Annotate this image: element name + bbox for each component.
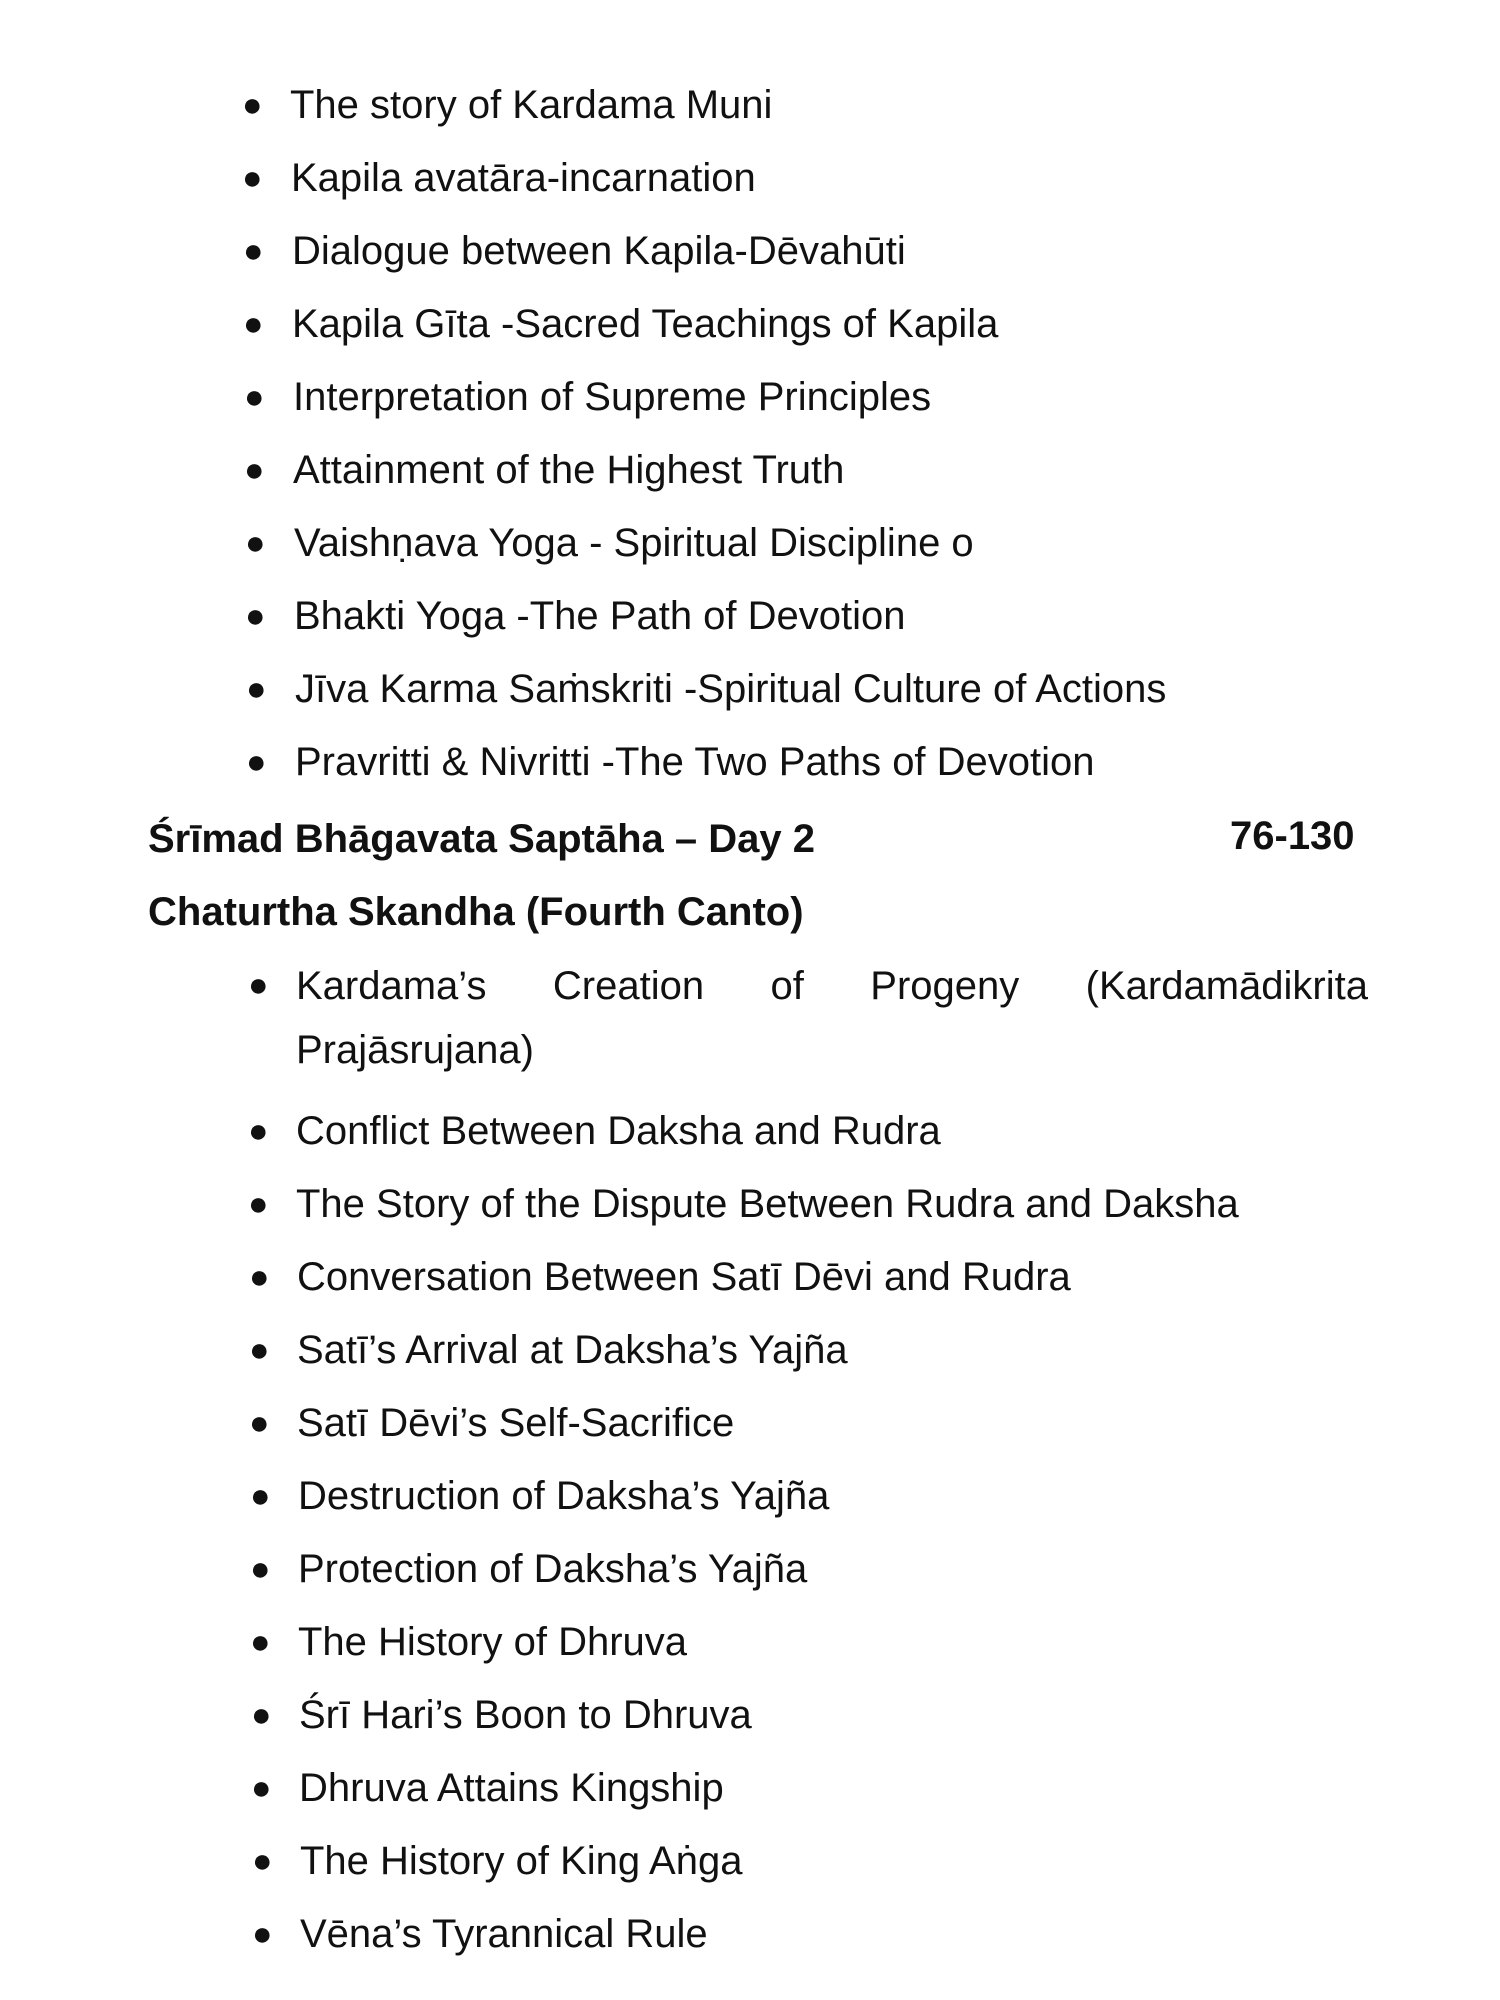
list-item-text: Conflict Between Daksha and Rudra [296,1109,941,1153]
page-range: 76-130 [1230,814,1355,858]
list-item [0,1619,1500,1692]
bullet-icon: ● [249,1331,270,1369]
list-item [0,1765,1500,1838]
list-item-text: Vēna’s Tyrannical Rule [300,1912,708,1956]
bullet-icon: ● [248,1112,269,1150]
bullet-icon: ● [250,1550,271,1588]
bullet-icon: ● [252,1915,273,1953]
bullet-icon: ● [248,1185,269,1223]
list-item [0,1911,1500,1984]
list-item [0,1108,1500,1181]
list-item [0,374,1500,447]
list-item-text: Destruction of Daksha’s Yajña [298,1474,830,1518]
list-item [0,82,1500,155]
section-subtitle: Chaturtha Skandha (Fourth Canto) [148,890,804,934]
list-item-text: Śrī Hari’s Boon to Dhruva [299,1693,752,1737]
bullet-icon: ● [243,232,264,270]
list-item [0,1692,1500,1765]
list-item-text: Dhruva Attains Kingship [299,1766,724,1810]
bullet-icon: ● [245,597,266,635]
list-item-text: The story of Kardama Muni [290,83,773,127]
list-item-text: Kardama’s Creation of Progeny (Kardamādikrita Prajāsrujana) [296,964,1368,1072]
list-item-text: Interpretation of Supreme Principles [293,375,932,419]
list-item-text: Attainment of the Highest Truth [293,448,845,492]
list-item [0,1400,1500,1473]
list-item-text: Conversation Between Satī Dēvi and Rudra [297,1255,1071,1299]
list-item [0,1473,1500,1546]
list-item [0,301,1500,374]
bullet-icon: ● [250,1477,271,1515]
list-item [0,1327,1500,1400]
list-item [0,520,1500,593]
list-item-text: The History of Dhruva [298,1620,688,1664]
list-item [0,447,1500,520]
bullet-icon: ● [246,743,267,781]
list-item-text: Kapila avatāra-incarnation [291,156,756,200]
bullet-icon: ● [248,966,269,1004]
list-item-text: Dialogue between Kapila-Dēvahūti [292,229,906,273]
list-item-text: The Story of the Dispute Between Rudra and Daksha [296,1182,1239,1226]
section-title: Śrīmad Bhāgavata Saptāha – Day 2 [148,817,815,861]
bullet-icon: ● [243,305,264,343]
bullet-icon: ● [250,1623,271,1661]
bullet-icon: ● [252,1842,273,1880]
list-item-text: Kapila Gīta -Sacred Teachings of Kapila [292,302,999,346]
list-item-text: Satī’s Arrival at Daksha’s Yajña [297,1328,848,1372]
list-item [0,962,1500,1108]
list-item-text: The History of King Aṅga [300,1839,743,1883]
bullet-icon: ● [249,1258,270,1296]
list-item [0,155,1500,228]
list-item-text: Vaishṇava Yoga - Spiritual Discipline o [294,521,974,565]
bullet-icon: ● [242,86,263,124]
topic-list-top [0,82,1500,812]
list-item [0,739,1500,812]
list-item [0,666,1500,739]
bullet-icon: ● [244,378,265,416]
list-item [0,1254,1500,1327]
bullet-icon: ● [251,1696,272,1734]
list-item-text: Jīva Karma Saṁskriti -Spiritual Culture of Actions [295,667,1167,711]
list-item [0,1838,1500,1911]
list-item [0,1181,1500,1254]
bullet-icon: ● [246,670,267,708]
list-item-text: Protection of Daksha’s Yajña [298,1547,808,1591]
list-item [0,228,1500,301]
list-item [0,1546,1500,1619]
list-item-text: Bhakti Yoga -The Path of Devotion [294,594,906,638]
list-item-text: Satī Dēvi’s Self-Sacrifice [297,1401,735,1445]
bullet-icon: ● [251,1769,272,1807]
list-item [0,593,1500,666]
topic-list-bottom [0,962,1500,1984]
bullet-icon: ● [249,1404,270,1442]
bullet-icon: ● [244,451,265,489]
bullet-icon: ● [242,159,263,197]
bullet-icon: ● [245,524,266,562]
list-item-text: Pravritti & Nivritti -The Two Paths of Devotion [295,740,1095,784]
